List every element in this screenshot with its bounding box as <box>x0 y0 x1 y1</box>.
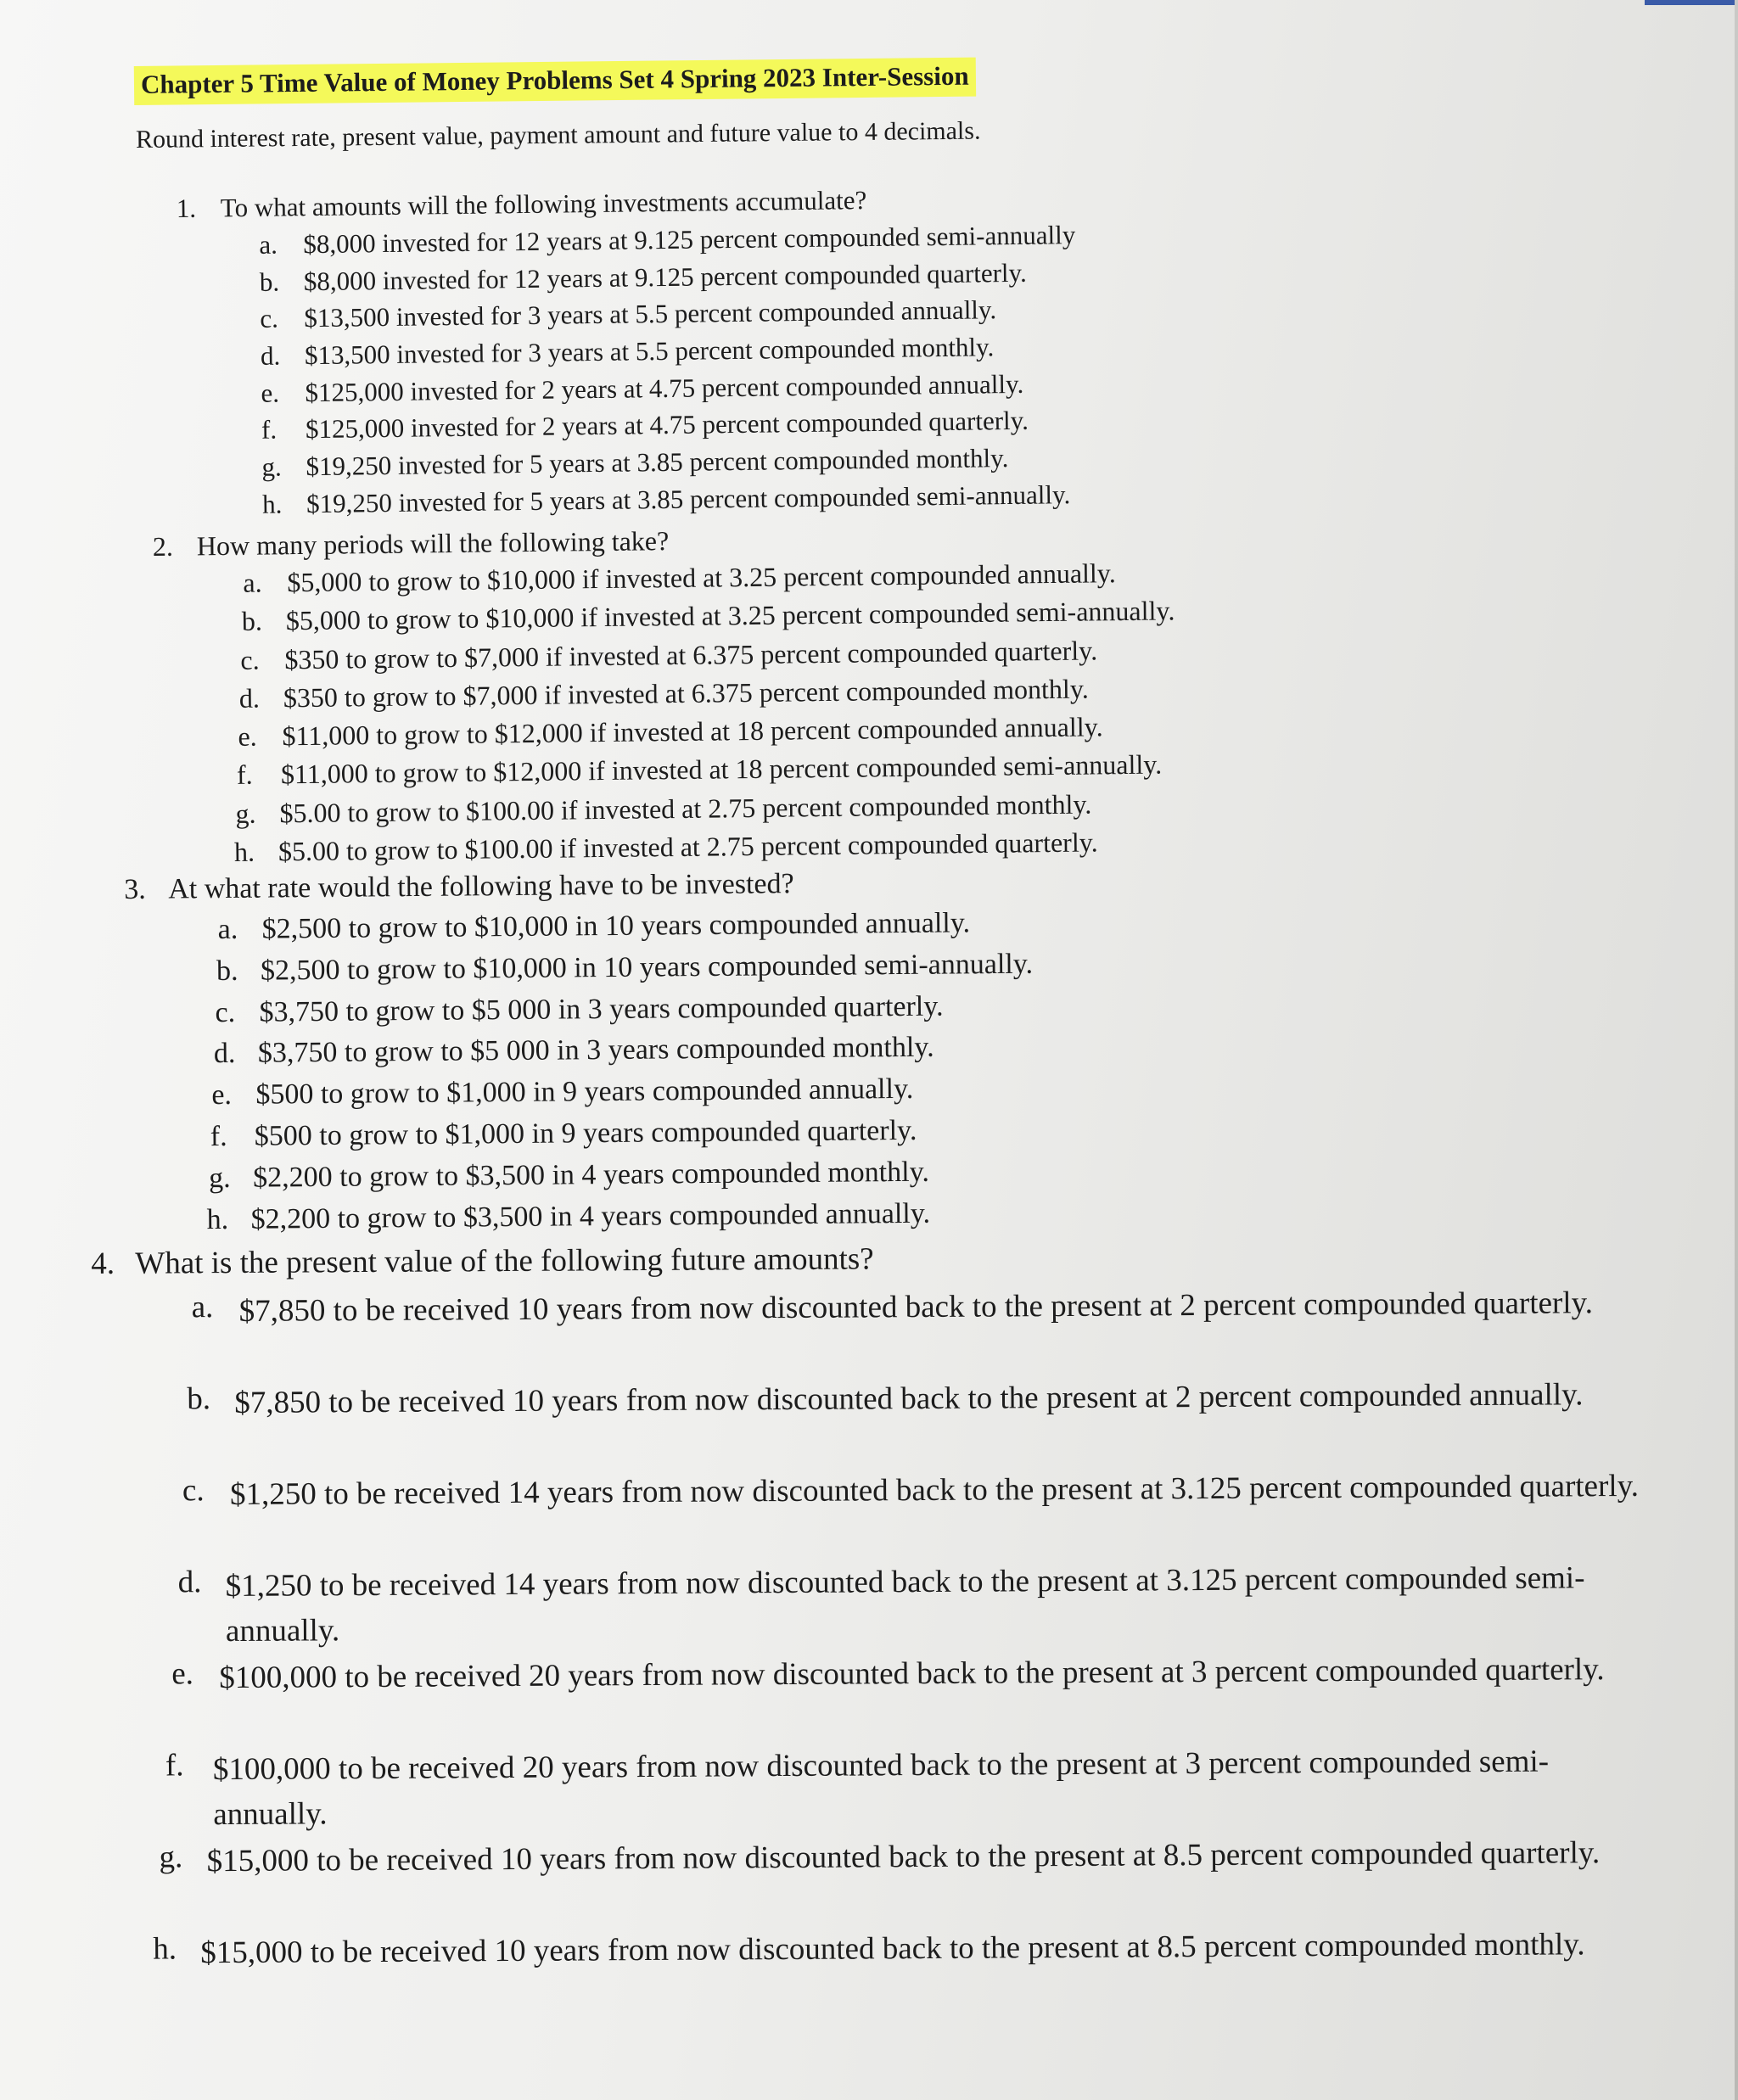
item-text: $7,850 to be received 10 years from now discounted back to the present at 2 percent compounded quarterly. <box>238 1285 1594 1329</box>
list-item <box>210 1114 1034 1162</box>
item-text: $125,000 invested for 2 years at 4.75 percent compounded annually. <box>305 368 1024 407</box>
item-text: $1,250 to be received 14 years from now discounted back to the present at 3.125 percent compounded quarterly. <box>229 1468 1640 1513</box>
question-4 <box>91 1236 1678 2023</box>
document-title-highlight <box>134 58 976 105</box>
item-text: $19,250 invested for 5 years at 3.85 percent compounded semi-annually. <box>306 479 1071 518</box>
list-item <box>171 1647 1676 1748</box>
item-label: b. <box>241 605 263 637</box>
item-text: $5.00 to grow to $100.00 if invested at 2.75 percent compounded quarterly. <box>278 826 1098 867</box>
question-number: 2. <box>152 530 174 563</box>
item-text: $2,200 to grow to $3,500 in 4 years compounded monthly. <box>253 1156 930 1194</box>
item-text: $350 to grow to $7,000 if invested at 6.375 percent compounded monthly. <box>283 673 1089 714</box>
item-label: a. <box>243 567 262 598</box>
question-3-items <box>206 907 1035 1246</box>
list-item <box>187 1372 1674 1473</box>
item-text: $500 to grow to $1,000 in 9 years compounded quarterly. <box>254 1114 917 1152</box>
question-1-items <box>259 220 1079 526</box>
question-prompt: How many periods will the following take? <box>196 525 670 562</box>
item-label: h. <box>206 1203 229 1235</box>
item-text: $2,500 to grow to $10,000 in 10 years compounded annually. <box>261 907 971 945</box>
instructions: Round interest rate, present value, payment amount and future value to 4 decimals. <box>135 116 981 154</box>
item-text: $7,850 to be received 10 years from now discounted back to the present at 2 percent compounded annually. <box>234 1377 1584 1420</box>
item-label: b. <box>216 955 238 987</box>
item-text: $500 to grow to $1,000 in 9 years compounded annually. <box>255 1073 914 1111</box>
item-text: $2,500 to grow to $10,000 in 10 years compounded semi-annually. <box>260 948 1034 987</box>
item-text: $5,000 to grow to $10,000 if invested at 3.25 percent compounded annually. <box>287 557 1116 598</box>
item-text: $15,000 to be received 10 years from now discounted back to the present at 8.5 percent compounded monthly. <box>200 1927 1585 1971</box>
question-prompt: At what rate would the following have to be invested? <box>168 868 794 905</box>
list-item <box>165 1739 1677 1840</box>
item-label: h. <box>153 1931 177 1967</box>
list-item <box>206 1196 1034 1245</box>
item-label: e. <box>261 378 280 408</box>
document-title: Chapter 5 Time Value of Money Problems Set 4 Spring 2023 Inter-Session <box>140 60 969 99</box>
item-label: f. <box>236 759 253 791</box>
item-text: $8,000 invested for 12 years at 9.125 percent compounded quarterly. <box>303 257 1027 296</box>
item-label: g. <box>209 1162 231 1194</box>
item-label: d. <box>260 340 281 371</box>
question-prompt: What is the present value of the following future amounts? <box>135 1241 874 1281</box>
item-label: c. <box>240 644 260 675</box>
item-text: $100,000 to be received 20 years from now discounted back to the present at 3 percent compounded semi-annually. <box>212 1744 1550 1833</box>
list-item <box>153 1922 1678 2023</box>
list-item <box>177 1555 1675 1656</box>
question-prompt: To what amounts will the following investments accumulate? <box>220 185 867 223</box>
question-3 <box>124 866 1035 1246</box>
list-item <box>216 948 1033 996</box>
item-text: $3,750 to grow to $5 000 in 3 years compounded quarterly. <box>259 990 944 1028</box>
item-text: $13,500 invested for 3 years at 5.5 percent compounded monthly. <box>304 332 995 371</box>
question-4-items <box>153 1280 1678 2023</box>
list-item <box>218 907 1033 955</box>
item-text: $8,000 invested for 12 years at 9.125 percent compounded semi-annually <box>303 220 1076 260</box>
item-text: $13,500 invested for 3 years at 5.5 percent compounded annually. <box>304 294 997 333</box>
list-item <box>214 1031 1034 1079</box>
item-label: g. <box>159 1840 183 1875</box>
item-label: g. <box>235 798 256 829</box>
item-label: f. <box>210 1120 227 1153</box>
page-edge-accent <box>1645 0 1738 5</box>
item-label: c. <box>215 996 236 1028</box>
item-label: e. <box>171 1656 194 1692</box>
item-text: $350 to grow to $7,000 if invested at 6.375 percent compounded quarterly. <box>284 634 1098 675</box>
item-label: g. <box>261 451 283 482</box>
item-text: $11,000 to grow to $12,000 if invested at 18 percent compounded annually. <box>282 711 1103 752</box>
list-item <box>211 1072 1034 1121</box>
list-item <box>192 1280 1674 1381</box>
item-text: $125,000 invested for 2 years at 4.75 percent compounded quarterly. <box>305 406 1029 445</box>
question-2 <box>153 519 1178 876</box>
question-1 <box>177 182 1079 527</box>
item-label: d. <box>213 1038 236 1070</box>
item-label: c. <box>260 303 279 334</box>
item-label: a. <box>259 229 278 260</box>
item-label: a. <box>217 913 238 946</box>
question-2-items <box>233 557 1178 875</box>
item-label: h. <box>261 489 283 519</box>
item-label: h. <box>233 836 255 868</box>
item-label: e. <box>238 720 257 753</box>
list-item <box>159 1830 1677 1931</box>
item-label: d. <box>238 682 261 714</box>
item-label: a. <box>191 1290 214 1325</box>
page-edge-shadow <box>1735 0 1738 2100</box>
item-label: b. <box>187 1381 211 1417</box>
item-text: $1,250 to be received 14 years from now discounted back to the present at 3.125 percent compounded semi-annually. <box>225 1560 1585 1649</box>
list-item <box>182 1464 1675 1565</box>
item-label: c. <box>182 1473 205 1509</box>
question-number: 3. <box>124 873 146 906</box>
item-label: b. <box>259 266 280 297</box>
item-text: $11,000 to grow to $12,000 if invested at 18 percent compounded semi-annually. <box>280 749 1163 790</box>
item-text: $5.00 to grow to $100.00 if invested at 2.75 percent compounded monthly. <box>279 788 1092 829</box>
item-text: $2,200 to grow to $3,500 in 4 years compounded annually. <box>250 1197 931 1235</box>
item-label: d. <box>177 1565 202 1600</box>
question-number: 1. <box>176 193 197 224</box>
item-text: $100,000 to be received 20 years from now discounted back to the present at 3 percent compounded quarterly. <box>219 1652 1605 1696</box>
item-text: $5,000 to grow to $10,000 if invested at 3.25 percent compounded semi-annually. <box>285 595 1175 636</box>
list-item <box>209 1155 1034 1203</box>
question-number: 4. <box>91 1246 115 1282</box>
item-label: f. <box>165 1748 184 1784</box>
item-label: f. <box>261 415 278 445</box>
list-item <box>215 989 1033 1038</box>
item-label: e. <box>211 1079 233 1112</box>
item-text: $3,750 to grow to $5 000 in 3 years compounded monthly. <box>257 1032 934 1070</box>
item-text: $15,000 to be received 10 years from now discounted back to the present at 8.5 percent compounded quarterly. <box>206 1835 1601 1879</box>
item-text: $19,250 invested for 5 years at 3.85 percent compounded monthly. <box>306 443 1009 482</box>
